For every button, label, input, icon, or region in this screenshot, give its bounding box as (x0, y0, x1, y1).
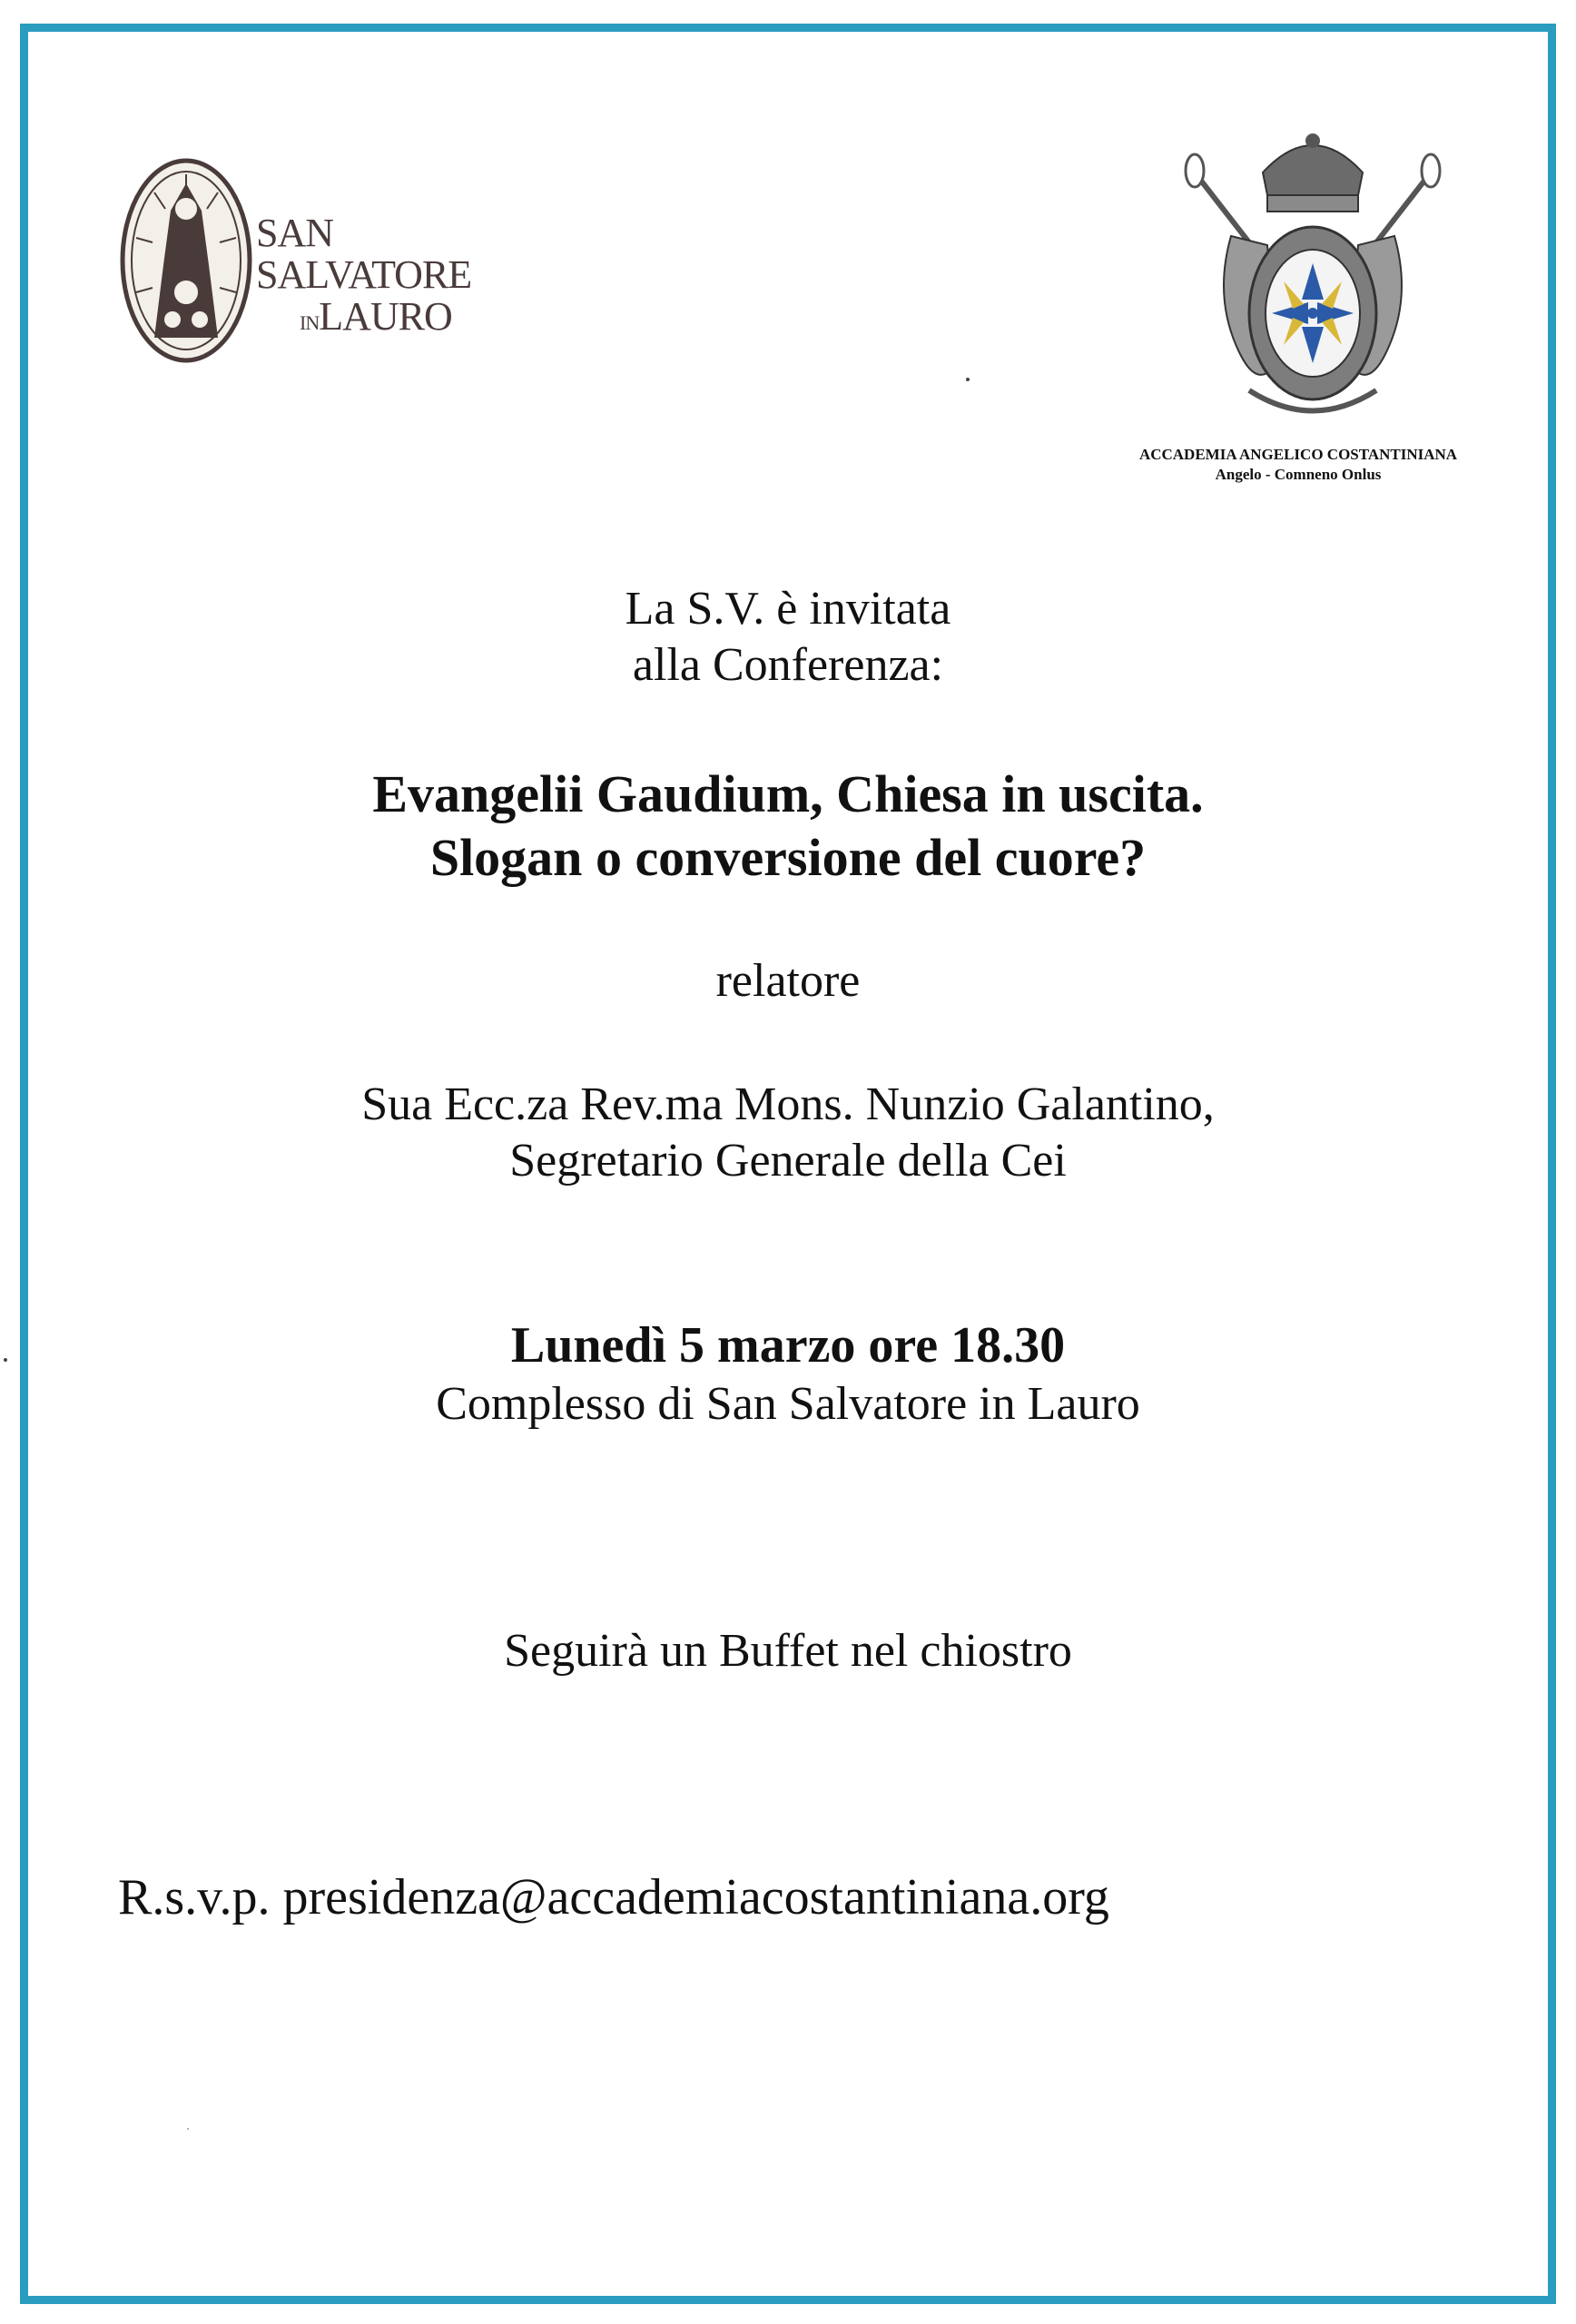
logo-line-2 (256, 296, 517, 344)
madonna-medallion-icon (118, 156, 254, 365)
invitation-intro (0, 581, 1576, 694)
speaker-name: Sua Ecc.za Rev.ma Mons. Nunzio Galantino, (361, 1078, 1215, 1130)
academy-subtitle: Angelo - Comneno Onlus (1215, 466, 1382, 483)
conference-title (0, 763, 1576, 890)
title-line-1: Evangelii Gaudium, Chiesa in uscita. (372, 764, 1204, 823)
speaker-role: Segretario Generale della Cei (509, 1135, 1067, 1187)
san-salvatore-wordmark (256, 212, 517, 344)
academy-caption (1089, 445, 1507, 485)
speaker-label: relatore (715, 955, 861, 1007)
intro-line-1: La S.V. è invitata (625, 583, 951, 635)
academy-crest-icon (1177, 118, 1449, 436)
san-salvatore-logo (118, 156, 517, 365)
stray-mark (966, 378, 970, 381)
intro-line-2: alla Conferenza: (632, 639, 944, 691)
stray-mark (187, 2128, 189, 2130)
logo-line-2-prefix: IN (300, 311, 320, 334)
logo-line-1: SAN SALVATORE (256, 211, 472, 297)
rsvp-contact: R.s.v.p. presidenza@accademiacostantiniana.org (118, 1869, 1109, 1925)
event-venue: Complesso di San Salvatore in Lauro (436, 1378, 1140, 1430)
event-date: Lunedì 5 marzo ore 18.30 (510, 1317, 1066, 1374)
buffet-note: Seguirà un Buffet nel chiostro (504, 1625, 1072, 1677)
logo-line-2-main: LAURO (319, 294, 452, 339)
speaker-block (0, 1077, 1576, 1189)
title-line-2: Slogan o conversione del cuore? (429, 828, 1147, 887)
academy-name: ACCADEMIA ANGELICO COSTANTINIANA (1138, 446, 1458, 463)
